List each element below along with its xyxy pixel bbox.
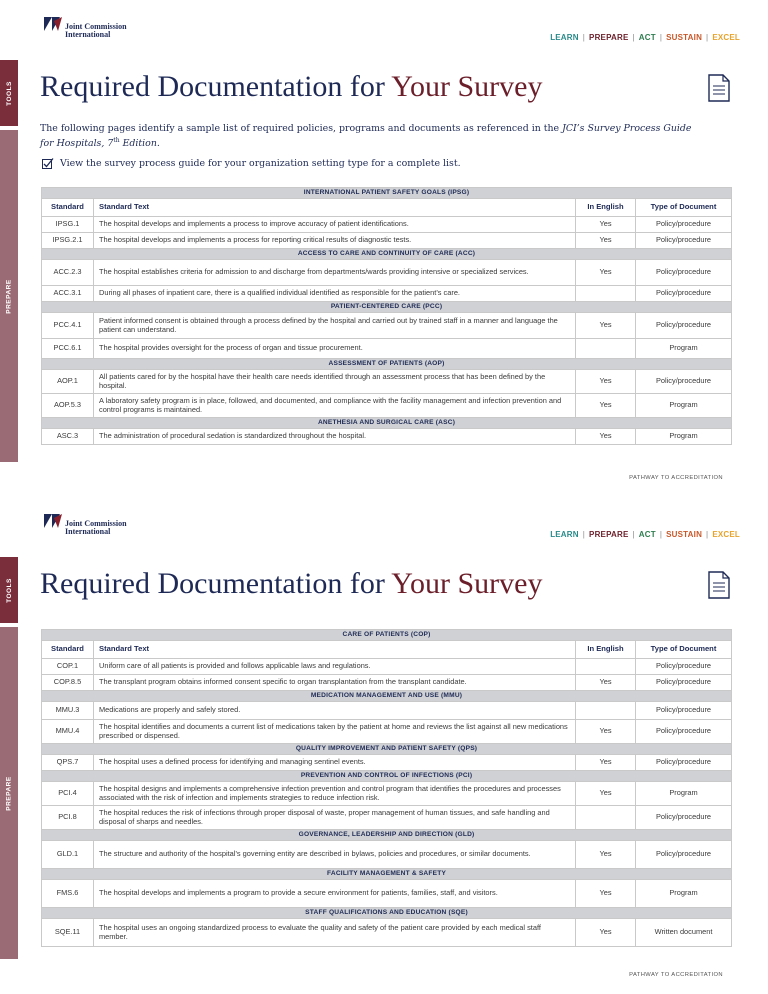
document-type: Policy/procedure (636, 217, 732, 233)
in-english-value (576, 659, 636, 675)
document-type: Policy/procedure (636, 720, 732, 744)
standard-code: AOP.1 (42, 370, 94, 394)
header-standard-text: Standard Text (94, 641, 576, 659)
table-row (42, 313, 732, 339)
standard-code: SQE.11 (42, 919, 94, 947)
table-row (42, 286, 732, 302)
section-row (42, 359, 732, 370)
section-title: PATIENT-CENTERED CARE (PCC) (42, 302, 732, 313)
nav-bar (550, 530, 740, 539)
standard-code: AOP.5.3 (42, 394, 94, 418)
in-english-value: Yes (576, 233, 636, 249)
nav-sep: | (659, 33, 663, 42)
section-title: GOVERNANCE, LEADERSHIP AND DIRECTION (GLD) (42, 830, 732, 841)
standard-text: Medications are properly and safely stored. (94, 702, 576, 720)
document-type: Policy/procedure (636, 313, 732, 339)
header-standard: Standard (42, 199, 94, 217)
nav-excel[interactable]: EXCEL (712, 33, 740, 42)
section-row (42, 249, 732, 260)
document-type: Policy/procedure (636, 841, 732, 869)
nav-sep: | (659, 530, 663, 539)
table-header-row (42, 199, 732, 217)
nav-act[interactable]: ACT (638, 530, 656, 539)
in-english-value (576, 339, 636, 359)
document-type: Policy/procedure (636, 806, 732, 830)
table-row (42, 370, 732, 394)
nav-sep: | (706, 530, 709, 539)
section-row (42, 691, 732, 702)
standard-text: The structure and authority of the hospital’s governing entity are described in bylaws, policies and procedures, or similar documents. (94, 841, 576, 869)
nav-excel[interactable]: EXCEL (712, 530, 740, 539)
standard-text: During all phases of inpatient care, there is a qualified individual identified as responsible for the patient’s care. (94, 286, 576, 302)
section-row (42, 744, 732, 755)
section-title: INTERNATIONAL PATIENT SAFETY GOALS (IPSG) (42, 188, 732, 199)
jci-logo-icon (44, 17, 62, 31)
in-english-value: Yes (576, 919, 636, 947)
section-row (42, 869, 732, 880)
in-english-value: Yes (576, 675, 636, 691)
section-row (42, 771, 732, 782)
header-standard-text: Standard Text (94, 199, 576, 217)
standard-text: A laboratory safety program is in place, followed, and documented, and compliance with the facility management and infection prevention and control programs is maintained. (94, 394, 576, 418)
table-row (42, 217, 732, 233)
section-title: MEDICATION MANAGEMENT AND USE (MMU) (42, 691, 732, 702)
in-english-value: Yes (576, 720, 636, 744)
nav-prepare[interactable]: PREPARE (589, 530, 629, 539)
table-row (42, 755, 732, 771)
document-type: Program (636, 429, 732, 445)
page-title: Required Documentation for Your Survey (40, 70, 543, 103)
logo-line2: International (65, 527, 111, 536)
tab-tools[interactable]: TOOLS (0, 557, 18, 623)
standard-text: The hospital develops and implements a process to improve accuracy of patient identifications. (94, 217, 576, 233)
in-english-value: Yes (576, 841, 636, 869)
standard-code: PCC.4.1 (42, 313, 94, 339)
footer-text: PATHWAY TO ACCREDITATION (629, 972, 723, 978)
standard-text: The hospital identifies and documents a current list of medications taken by the patient at home and reviews the list against all new medications prescribed or dispensed. (94, 720, 576, 744)
standard-code: QPS.7 (42, 755, 94, 771)
standard-code: PCC.6.1 (42, 339, 94, 359)
document-type: Policy/procedure (636, 675, 732, 691)
checkbox-check-icon (42, 157, 54, 169)
standard-text: The administration of procedural sedation is standardized throughout the hospital. (94, 429, 576, 445)
document-type: Policy/procedure (636, 370, 732, 394)
document-type: Policy/procedure (636, 702, 732, 720)
document-type: Policy/procedure (636, 260, 732, 286)
document-type: Policy/procedure (636, 233, 732, 249)
document-type: Program (636, 394, 732, 418)
table-row (42, 260, 732, 286)
nav-sustain[interactable]: SUSTAIN (666, 530, 703, 539)
in-english-value: Yes (576, 313, 636, 339)
section-row (42, 418, 732, 429)
in-english-value: Yes (576, 394, 636, 418)
nav-learn[interactable]: LEARN (550, 33, 579, 42)
table-row (42, 782, 732, 806)
standard-text: The hospital provides oversight for the process of organ and tissue procurement. (94, 339, 576, 359)
document-type: Policy/procedure (636, 286, 732, 302)
nav-bar (550, 33, 740, 42)
document-type: Policy/procedure (636, 659, 732, 675)
tab-prepare[interactable]: PREPARE (0, 130, 18, 462)
standard-text: The hospital develops and implements a process for reporting critical results of diagnostic tests. (94, 233, 576, 249)
page-title: Required Documentation for Your Survey (40, 567, 543, 600)
standard-code: MMU.3 (42, 702, 94, 720)
section-title: CARE OF PATIENTS (COP) (42, 630, 732, 641)
table-row (42, 675, 732, 691)
standard-code: IPSG.2.1 (42, 233, 94, 249)
nav-sustain[interactable]: SUSTAIN (666, 33, 703, 42)
nav-sep: | (632, 33, 635, 42)
standard-text: All patients cared for by the hospital have their health care needs identified through an assessment process that has been defined by the hospital. (94, 370, 576, 394)
section-row (42, 908, 732, 919)
document-icon (708, 571, 730, 599)
section-title: PREVENTION AND CONTROL OF INFECTIONS (PCI) (42, 771, 732, 782)
standard-text: The transplant program obtains informed consent specific to organ transplantation from the transplant candidate. (94, 675, 576, 691)
section-title: ACCESS TO CARE AND CONTINUITY OF CARE (ACC) (42, 249, 732, 260)
in-english-value: Yes (576, 370, 636, 394)
standard-text: Patient informed consent is obtained through a process defined by the hospital and carried out by trained staff in a manner and language the patient can understand. (94, 313, 576, 339)
jci-logo[interactable] (44, 17, 127, 39)
standard-code: PCI.8 (42, 806, 94, 830)
section-row (42, 830, 732, 841)
standard-code: COP.1 (42, 659, 94, 675)
jci-logo[interactable] (44, 514, 127, 536)
standard-code: COP.8.5 (42, 675, 94, 691)
requirements-table (41, 187, 732, 445)
page-2 (0, 497, 768, 994)
table-row (42, 880, 732, 908)
table-row (42, 659, 732, 675)
section-title: FACILITY MANAGEMENT & SAFETY (42, 869, 732, 880)
standard-text: The hospital uses a defined process for identifying and managing sentinel events. (94, 755, 576, 771)
logo-line1: Joint Commission (65, 22, 127, 31)
standard-code: GLD.1 (42, 841, 94, 869)
section-title: STAFF QUALIFICATIONS AND EDUCATION (SQE) (42, 908, 732, 919)
in-english-value: Yes (576, 260, 636, 286)
intro-text: The following pages identify a sample list of required policies, programs and documents as referenced in the JCI’s Survey Process Guide for Hospitals, 7th Edition. (40, 123, 692, 150)
nav-prepare[interactable]: PREPARE (589, 33, 629, 42)
jci-logo-icon (44, 514, 62, 528)
nav-act[interactable]: ACT (638, 33, 656, 42)
document-type: Program (636, 339, 732, 359)
section-row (42, 188, 732, 199)
nav-sep: | (582, 530, 586, 539)
nav-sep: | (582, 33, 586, 42)
standard-text: Uniform care of all patients is provided and follows applicable laws and regulations. (94, 659, 576, 675)
in-english-value (576, 702, 636, 720)
table-row (42, 919, 732, 947)
standard-code: ACC.2.3 (42, 260, 94, 286)
section-row (42, 302, 732, 313)
section-row (42, 630, 732, 641)
in-english-value: Yes (576, 880, 636, 908)
logo-line1: Joint Commission (65, 519, 127, 528)
standard-text: The hospital designs and implements a comprehensive infection prevention and control program that identifies the procedures and processes associated with the risk of infection and implements strategies to reduce infection risk. (94, 782, 576, 806)
table-row (42, 806, 732, 830)
footer-text: PATHWAY TO ACCREDITATION (629, 475, 723, 481)
standard-code: ASC.3 (42, 429, 94, 445)
document-icon (708, 74, 730, 102)
header-standard: Standard (42, 641, 94, 659)
in-english-value: Yes (576, 755, 636, 771)
view-guide-note: View the survey process guide for your organization setting type for a complete list. (42, 157, 461, 169)
table-row (42, 394, 732, 418)
standard-text: The hospital establishes criteria for admission to and discharge from departments/wards providing intensive or specialized services. (94, 260, 576, 286)
table-row (42, 841, 732, 869)
in-english-value: Yes (576, 429, 636, 445)
in-english-value: Yes (576, 217, 636, 233)
standard-code: FMS.6 (42, 880, 94, 908)
standard-text: The hospital reduces the risk of infections through proper disposal of waste, proper management of human tissues, and safe handling and disposal of sharps and needles. (94, 806, 576, 830)
header-document-type: Type of Document (636, 199, 732, 217)
table-row (42, 720, 732, 744)
tab-tools[interactable]: TOOLS (0, 60, 18, 126)
document-type: Policy/procedure (636, 755, 732, 771)
standard-text: The hospital uses an ongoing standardized process to evaluate the quality and safety of the patient care provided by each medical staff member. (94, 919, 576, 947)
in-english-value: Yes (576, 782, 636, 806)
table-row (42, 702, 732, 720)
section-title: ASSESSMENT OF PATIENTS (AOP) (42, 359, 732, 370)
standard-code: PCI.4 (42, 782, 94, 806)
nav-sep: | (706, 33, 709, 42)
document-type: Program (636, 880, 732, 908)
table-row (42, 233, 732, 249)
header-in-english: In English (576, 199, 636, 217)
header-in-english: In English (576, 641, 636, 659)
in-english-value (576, 286, 636, 302)
table-row (42, 429, 732, 445)
section-title: ANETHESIA AND SURGICAL CARE (ASC) (42, 418, 732, 429)
table-row (42, 339, 732, 359)
tab-prepare[interactable]: PREPARE (0, 627, 18, 959)
table-header-row (42, 641, 732, 659)
nav-sep: | (632, 530, 635, 539)
header-document-type: Type of Document (636, 641, 732, 659)
nav-learn[interactable]: LEARN (550, 530, 579, 539)
in-english-value (576, 806, 636, 830)
document-type: Written document (636, 919, 732, 947)
standard-code: MMU.4 (42, 720, 94, 744)
document-type: Program (636, 782, 732, 806)
standard-text: The hospital develops and implements a program to provide a secure environment for patients, families, staff, and visitors. (94, 880, 576, 908)
requirements-table (41, 629, 732, 947)
standard-code: ACC.3.1 (42, 286, 94, 302)
standard-code: IPSG.1 (42, 217, 94, 233)
logo-line2: International (65, 30, 111, 39)
section-title: QUALITY IMPROVEMENT AND PATIENT SAFETY (QPS) (42, 744, 732, 755)
